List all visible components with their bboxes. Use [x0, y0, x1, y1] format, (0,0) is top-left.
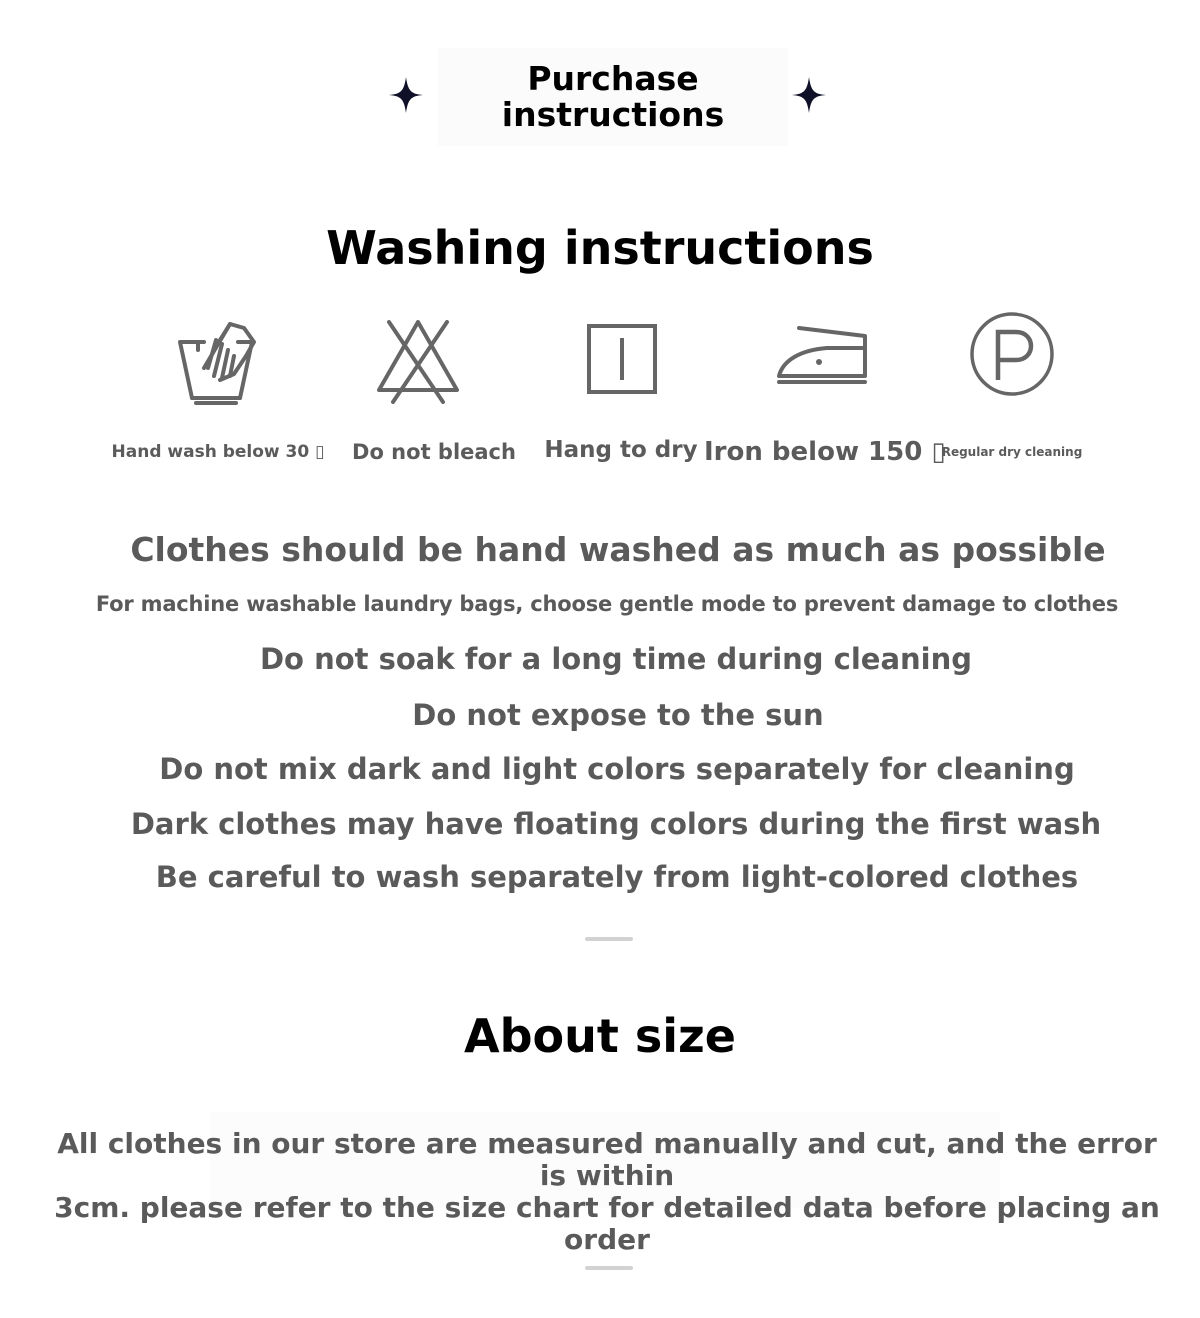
note-hand-wash: Clothes should be hand washed as much as possible [130, 530, 1106, 569]
note-no-mix: Do not mix dark and light colors separately for cleaning [159, 752, 1075, 786]
note-machine-wash: For machine washable laundry bags, choose gentle mode to prevent damage to clothes [95, 592, 1119, 616]
iron-icon [726, 310, 906, 410]
page-title: Purchase instructions [501, 59, 725, 134]
do-not-bleach-icon [328, 310, 508, 410]
star-left-icon [387, 75, 425, 115]
hang-dry-icon [532, 310, 712, 410]
size-text-line-2: 3cm. please refer to the size chart for detailed data before placing an order [54, 1191, 1160, 1256]
note-wash-separately: Be careful to wash separately from light-colored clothes [155, 860, 1079, 894]
divider [585, 937, 633, 941]
care-label-hand-wash: Hand wash below 30 ▯ [111, 442, 325, 462]
care-label-no-bleach: Do not bleach [352, 440, 516, 464]
size-section-title: About size [463, 1009, 736, 1063]
care-label-iron: Iron below 150 ▯ [704, 437, 946, 467]
header-banner [438, 48, 788, 146]
care-label-hang-dry: Hang to dry [544, 437, 698, 463]
washing-section-title: Washing instructions [326, 221, 874, 275]
hand-wash-icon [125, 310, 305, 410]
care-label-dry-clean: Regular dry cleaning [941, 445, 1083, 459]
note-dark-colors: Dark clothes may have floating colors during the first wash [130, 807, 1102, 841]
dry-clean-p-icon [922, 310, 1102, 410]
size-text-line-1: All clothes in our store are measured manually and cut, and the error is within [57, 1127, 1157, 1192]
divider [585, 1266, 633, 1270]
size-description [40, 1128, 1174, 1256]
star-right-icon [790, 75, 828, 115]
note-no-sun: Do not expose to the sun [412, 698, 824, 732]
note-no-soak: Do not soak for a long time during cleaning [259, 642, 972, 676]
